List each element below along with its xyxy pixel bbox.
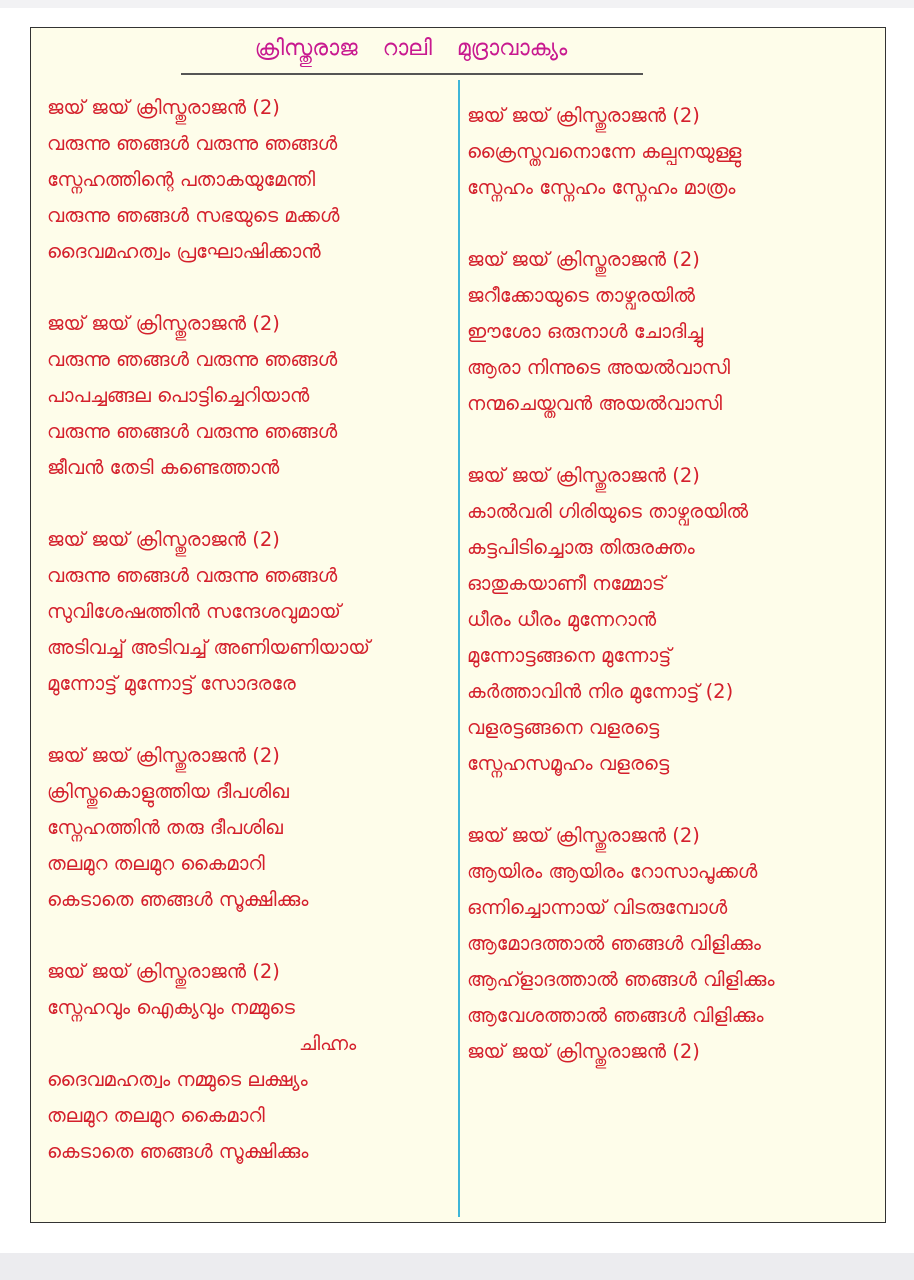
slogan-line: ഒന്നിച്ചൊന്നായ് വിടരുമ്പോൾ <box>467 896 728 919</box>
slogan-line: സ്നേഹം സ്നേഹം സ്നേഹം മാത്രം <box>467 176 736 199</box>
slogan-line: ജയ് ജയ് ക്രിസ്തുരാജൻ (2) <box>467 1040 700 1063</box>
slogan-line: ചിഹ്നം <box>299 1032 357 1055</box>
slogan-line: ജറീക്കോയുടെ താഴ്വരയിൽ <box>467 284 695 307</box>
slogan-line: ആമോദത്താൽ ഞങ്ങൾ വിളിക്കും <box>467 932 761 955</box>
page-title: ക്രിസ്തുരാജ റാലി മുദ്രാവാക്യം <box>254 36 568 61</box>
slogan-line: സുവിശേഷത്തിൻ സന്ദേശവുമായ് <box>47 600 341 623</box>
slogan-line: ജയ് ജയ് ക്രിസ്തുരാജൻ (2) <box>47 312 280 335</box>
slogan-stanza <box>467 458 877 782</box>
slogan-line: കർത്താവിൻ നിര മുന്നോട്ട് (2) <box>467 680 734 703</box>
slogan-line: ജയ് ജയ് ക്രിസ്തുരാജൻ (2) <box>47 960 280 983</box>
slogan-stanza <box>467 242 877 422</box>
slogan-line: മുന്നോട്ടങ്ങനെ മുന്നോട്ട് <box>467 644 672 667</box>
slogan-stanza <box>467 98 877 206</box>
slogan-line: കെടാതെ ഞങ്ങൾ സൂക്ഷിക്കും <box>47 888 309 911</box>
slogan-stanza <box>47 306 452 486</box>
slogan-line: ജയ് ജയ് ക്രിസ്തുരാജൻ (2) <box>467 824 700 847</box>
slogan-line: ദൈവമഹത്വം നമ്മുടെ ലക്ഷ്യം <box>47 1068 308 1091</box>
slogan-line: ഈശോ ഒരുനാൾ ചോദിച്ചു <box>467 320 704 343</box>
slogan-line: ജയ് ജയ് ക്രിസ്തുരാജൻ (2) <box>467 104 700 127</box>
slogan-line: ഓതുകയാണീ നമ്മോട് <box>467 572 666 595</box>
slogan-line: കട്ടപിടിച്ചൊരു തിരുരക്തം <box>467 536 695 559</box>
slogan-line: സ്നേഹസമൂഹം വളരട്ടെ <box>467 752 670 775</box>
slogan-line: കെടാതെ ഞങ്ങൾ സൂക്ഷിക്കും <box>47 1140 309 1163</box>
slogan-stanza <box>47 954 452 1170</box>
slogan-line: സ്നേഹത്തിന്റെ പതാകയുമേന്തി <box>47 168 316 191</box>
slogan-line: അടിവച്ച് അടിവച്ച് അണിയണിയായ് <box>47 636 370 659</box>
bottom-bar <box>0 1253 914 1280</box>
slogan-stanza <box>47 522 452 702</box>
slogan-line: കാൽവരി ഗിരിയുടെ താഴ്വരയിൽ <box>467 500 749 523</box>
slogan-line: വരുന്നു ഞങ്ങൾ വരുന്നു ഞങ്ങൾ <box>47 420 338 443</box>
slogan-line: ധീരം ധീരം മുന്നേറാൻ <box>467 608 657 631</box>
slogan-line: തലമുറ തലമുറ കൈമാറി <box>47 852 265 875</box>
slogan-line: ആഹ്ളാദത്താൽ ഞങ്ങൾ വിളിക്കും <box>467 968 775 991</box>
slogan-line: സ്നേഹവും ഐക്യവും നമ്മുടെ <box>47 996 295 1019</box>
title-underline <box>181 73 643 75</box>
slogan-line: ക്രിസ്തുകൊളുത്തിയ ദീപശിഖ <box>47 780 289 803</box>
slogan-line: പാപച്ചങ്ങല പൊട്ടിച്ചെറിയാൻ <box>47 384 310 407</box>
slogan-line: ജയ് ജയ് ക്രിസ്തുരാജൻ (2) <box>47 744 280 767</box>
slogan-line: ജയ് ജയ് ക്രിസ്തുരാജൻ (2) <box>47 528 280 551</box>
slogan-line: ദൈവമഹത്വം പ്രഘോഷിക്കാൻ <box>47 240 321 263</box>
slogan-stanza <box>47 90 452 270</box>
slogan-line: തലമുറ തലമുറ കൈമാറി <box>47 1104 265 1127</box>
top-bar <box>0 0 914 8</box>
slogan-line: വരുന്നു ഞങ്ങൾ വരുന്നു ഞങ്ങൾ <box>47 132 338 155</box>
slogan-line: ജയ് ജയ് ക്രിസ്തുരാജൻ (2) <box>467 248 700 271</box>
slogan-line: ആരാ നിന്നുടെ അയൽവാസി <box>467 356 731 379</box>
slogan-stanza <box>467 818 877 1070</box>
slogan-line: വരുന്നു ഞങ്ങൾ വരുന്നു ഞങ്ങൾ <box>47 564 338 587</box>
slogan-line: ജീവൻ തേടി കണ്ടെത്താൻ <box>47 456 280 479</box>
right-column <box>467 98 877 1106</box>
slogan-line: സ്നേഹത്തിൻ തരു ദീപശിഖ <box>47 816 283 839</box>
slogan-line: ക്രൈസ്തവനൊന്നേ കല്പനയുള്ളു <box>467 140 742 163</box>
column-divider <box>458 80 460 1217</box>
slogan-line: നന്മചെയ്തവൻ അയൽവാസി <box>467 392 722 415</box>
left-column <box>47 90 452 1206</box>
slogan-line: ജയ് ജയ് ക്രിസ്തുരാജൻ (2) <box>467 464 700 487</box>
slogan-line: വരുന്നു ഞങ്ങൾ സഭയുടെ മക്കൾ <box>47 204 340 227</box>
slogan-line: വളരട്ടങ്ങനെ വളരട്ടെ <box>467 716 660 739</box>
slogan-line: മുന്നോട്ട് മുന്നോട്ട് സോദരരേ <box>47 672 296 695</box>
slogan-sheet <box>30 27 886 1223</box>
slogan-line: ആവേശത്താൽ ഞങ്ങൾ വിളിക്കും <box>467 1004 764 1027</box>
slogan-line: വരുന്നു ഞങ്ങൾ വരുന്നു ഞങ്ങൾ <box>47 348 338 371</box>
slogan-line: ആയിരം ആയിരം റോസാപൂക്കൾ <box>467 860 758 883</box>
slogan-line: ജയ് ജയ് ക്രിസ്തുരാജൻ (2) <box>47 96 280 119</box>
slogan-stanza <box>47 738 452 918</box>
